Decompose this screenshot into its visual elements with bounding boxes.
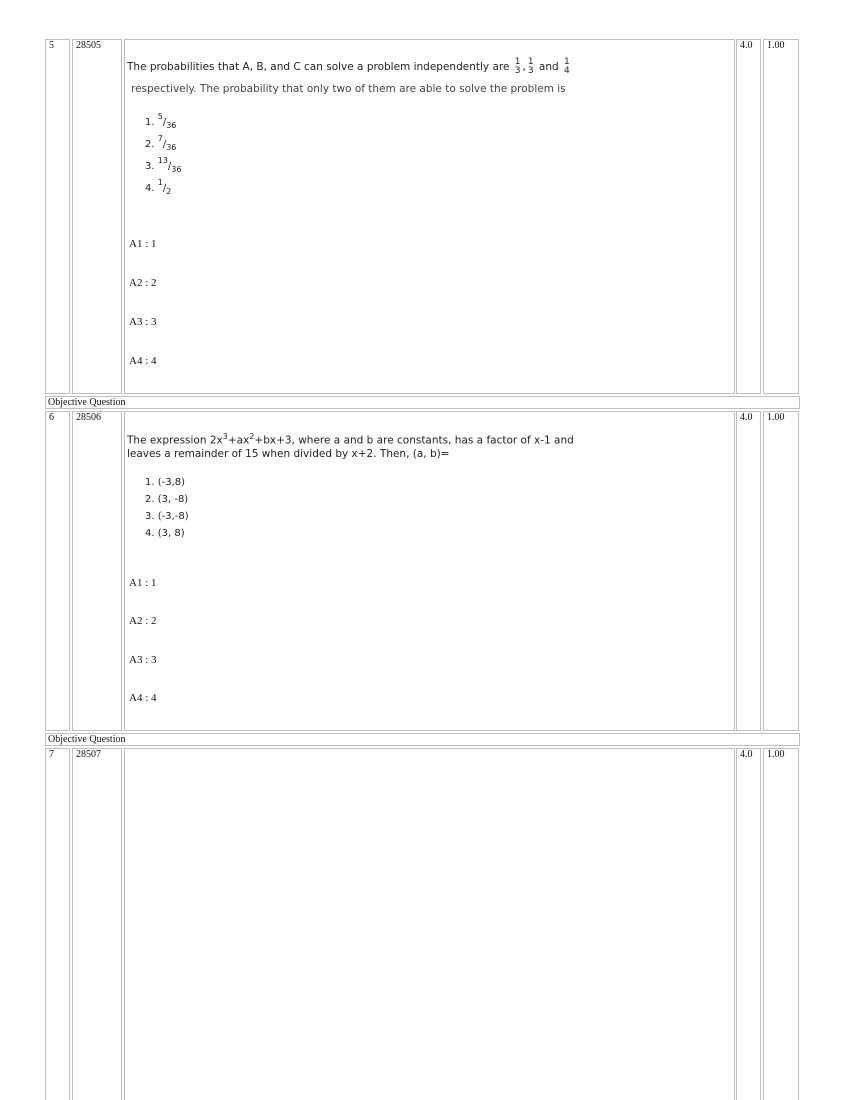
question-number-cell xyxy=(45,39,70,394)
marks-value: 4.0 xyxy=(740,412,753,423)
option-4: 4. (3, 8) xyxy=(145,528,185,539)
question-id-cell xyxy=(72,39,122,394)
question-stem: The probabilities that A, B, and C can solve a problem independently are 1 3 , 1 3 and 1 4 xyxy=(127,57,570,76)
option-4: 4. $^1/_2$ xyxy=(145,178,172,196)
question-number: 5 xyxy=(49,40,54,51)
answer-2: A2 : 2 xyxy=(129,615,157,627)
question-stem-line1: The probabilities that A, B, and C can solve a problem independently are xyxy=(127,61,510,73)
question-id-cell xyxy=(72,411,122,731)
marks-cell xyxy=(736,39,761,394)
fraction-2: 1 3 xyxy=(527,57,534,76)
question-number-cell xyxy=(45,748,70,1100)
question-stem: The expression $2x^3+ax^2+bx+3$, where a and b are constants, has a factor of x-1 and xyxy=(127,432,574,447)
negative-marks-value: 1.00 xyxy=(767,412,785,423)
option-2: 2. (3, -8) xyxy=(145,494,189,505)
section-label: Objective Question xyxy=(45,733,800,746)
option-1: 1. $^5/_{36}$ xyxy=(145,112,177,130)
question-number: 6 xyxy=(49,412,54,423)
question-number-cell xyxy=(45,411,70,731)
option-1: 1. (-3,8) xyxy=(145,477,186,488)
marks-value: 4.0 xyxy=(740,749,753,760)
question-stem-line2: leaves a remainder of 15 when divided by x+2. Then, (a, b)= xyxy=(127,448,450,460)
options-list xyxy=(145,108,181,196)
option-2: 2. $^7/_{36}$ xyxy=(145,134,177,152)
answer-1: A1 : 1 xyxy=(129,577,157,589)
fraction-3: 1 4 xyxy=(564,57,570,76)
marks-value: 4.0 xyxy=(740,40,753,51)
question-number: 7 xyxy=(49,749,54,760)
answer-4: A4 : 4 xyxy=(129,692,157,704)
answer-4: A4 : 4 xyxy=(129,355,157,367)
options-list xyxy=(145,474,189,542)
question-id-cell xyxy=(72,748,122,1100)
negative-marks-value: 1.00 xyxy=(767,40,785,51)
and-word: and xyxy=(538,61,559,73)
answer-3: A3 : 3 xyxy=(129,654,157,666)
fraction-1: 1 3 xyxy=(514,57,521,76)
negative-marks-cell xyxy=(763,748,799,1100)
option-3: 3. $^{13}/_{36}$ xyxy=(145,156,182,174)
negative-marks-value: 1.00 xyxy=(767,749,785,760)
negative-marks-cell xyxy=(763,39,799,394)
question-body-cell xyxy=(124,748,735,1100)
negative-marks-cell xyxy=(763,411,799,731)
marks-cell xyxy=(736,748,761,1100)
answer-2: A2 : 2 xyxy=(129,277,157,289)
marks-cell xyxy=(736,411,761,731)
question-id: 28507 xyxy=(76,749,101,760)
option-3: 3. (-3,-8) xyxy=(145,511,189,522)
answer-3: A3 : 3 xyxy=(129,316,157,328)
question-id: 28506 xyxy=(76,412,101,423)
section-label: Objective Question xyxy=(45,396,800,409)
answer-1: A1 : 1 xyxy=(129,238,157,250)
question-stem-line2: respectively. The probability that only two of them are able to solve the problem is xyxy=(131,83,566,95)
question-id: 28505 xyxy=(76,40,101,51)
